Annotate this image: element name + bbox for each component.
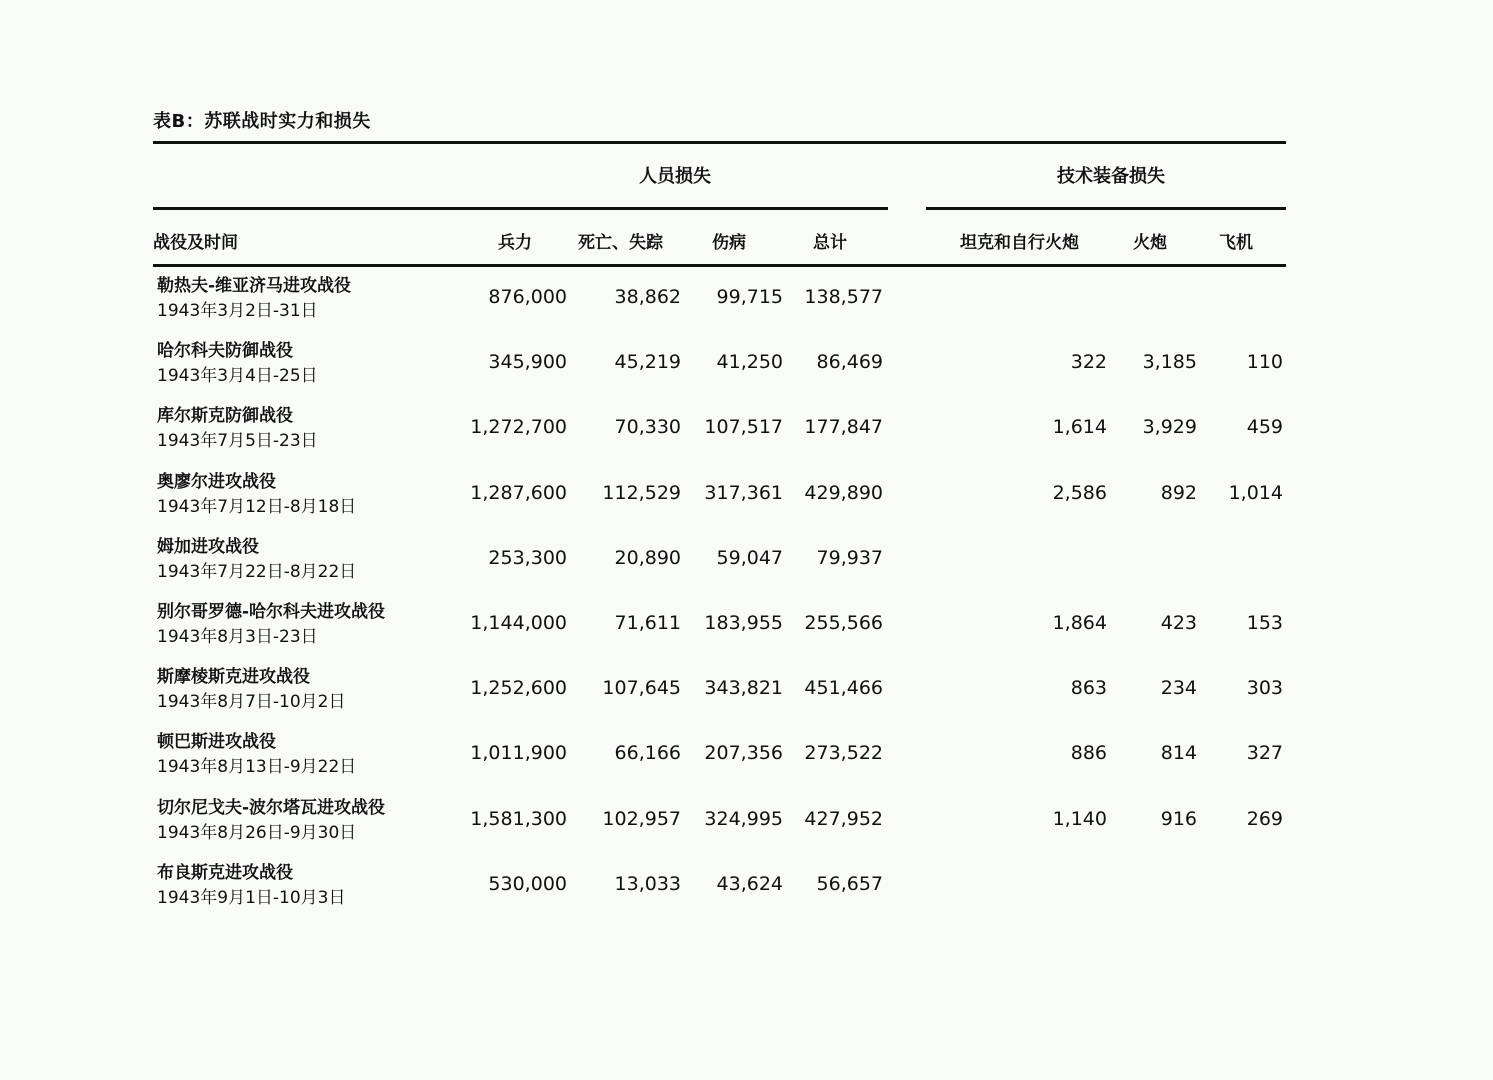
- table-row: [0, 859, 1493, 924]
- cell-total: 86,469: [816, 351, 883, 374]
- cell-guns: 916: [1160, 807, 1197, 830]
- group-header-personnel: 人员损失: [639, 166, 711, 187]
- cell-strength: 530,000: [488, 872, 567, 895]
- cell-wounded-sick: 317,361: [704, 481, 783, 504]
- cell-aircraft: 459: [1246, 416, 1283, 439]
- cell-tanks-spg: 1,140: [1052, 807, 1107, 830]
- cell-guns: 423: [1160, 611, 1197, 634]
- top-rule: [153, 141, 1286, 144]
- column-header-guns: 火炮: [1133, 233, 1167, 253]
- cell-tanks-spg: 322: [1070, 351, 1107, 374]
- table-row: [0, 794, 1493, 859]
- table-row: [0, 337, 1493, 402]
- cell-guns: 234: [1160, 677, 1197, 700]
- cell-tanks-spg: 886: [1070, 742, 1107, 765]
- campaign-dates: 1943年3月4日-25日: [157, 366, 318, 387]
- cell-tanks-spg: 863: [1070, 677, 1107, 700]
- cell-killed-missing: 112,529: [602, 481, 681, 504]
- cell-total: 255,566: [804, 611, 883, 634]
- cell-wounded-sick: 43,624: [716, 872, 783, 895]
- table-row: [0, 728, 1493, 793]
- cell-wounded-sick: 59,047: [716, 546, 783, 569]
- cell-strength: 253,300: [488, 546, 567, 569]
- cell-guns: 3,929: [1142, 416, 1197, 439]
- campaign-name: 哈尔科夫防御战役: [157, 341, 293, 362]
- cell-killed-missing: 70,330: [614, 416, 681, 439]
- cell-total: 177,847: [804, 416, 883, 439]
- campaign-dates: 1943年7月5日-23日: [157, 431, 318, 452]
- column-header-total: 总计: [813, 233, 847, 253]
- cell-killed-missing: 38,862: [614, 286, 681, 308]
- cell-tanks-spg: 2,586: [1052, 481, 1107, 504]
- cell-strength: 876,000: [488, 286, 567, 308]
- cell-strength: 1,011,900: [470, 742, 567, 765]
- cell-total: 56,657: [816, 872, 883, 895]
- cell-guns: 3,185: [1142, 351, 1197, 374]
- cell-wounded-sick: 343,821: [704, 677, 783, 700]
- cell-wounded-sick: 183,955: [704, 611, 783, 634]
- table-row: [0, 402, 1493, 467]
- cell-total: 429,890: [804, 481, 883, 504]
- cell-strength: 1,287,600: [470, 481, 567, 504]
- campaign-dates: 1943年7月12日-8月18日: [157, 496, 357, 517]
- column-header-strength: 兵力: [498, 233, 532, 253]
- cell-wounded-sick: 324,995: [704, 807, 783, 830]
- cell-total: 451,466: [804, 677, 883, 700]
- cell-wounded-sick: 207,356: [704, 742, 783, 765]
- column-header-killed-missing: 死亡、失踪: [578, 233, 663, 253]
- campaign-name: 奥廖尔进攻战役: [157, 471, 276, 492]
- campaign-dates: 1943年7月22日-8月22日: [157, 561, 357, 582]
- campaign-name: 切尔尼戈夫-波尔塔瓦进攻战役: [157, 797, 386, 818]
- cell-strength: 1,581,300: [470, 807, 567, 830]
- cell-aircraft: 303: [1246, 677, 1283, 700]
- cell-aircraft: 153: [1246, 611, 1283, 634]
- campaign-name: 姆加进攻战役: [157, 536, 259, 557]
- column-header-tanks-spg: 坦克和自行火炮: [960, 233, 1079, 253]
- cell-guns: 892: [1160, 481, 1197, 504]
- table-title: 表B：苏联战时实力和损失: [153, 111, 371, 132]
- table-row: [0, 663, 1493, 728]
- cell-total: 427,952: [804, 807, 883, 830]
- cell-tanks-spg: 1,614: [1052, 416, 1107, 439]
- personnel-group-rule: [153, 207, 888, 210]
- cell-killed-missing: 20,890: [614, 546, 681, 569]
- cell-killed-missing: 107,645: [602, 677, 681, 700]
- cell-killed-missing: 13,033: [614, 872, 681, 895]
- cell-guns: 814: [1160, 742, 1197, 765]
- campaign-dates: 1943年8月3日-23日: [157, 626, 318, 647]
- cell-aircraft: 1,014: [1228, 481, 1283, 504]
- table-row: [0, 468, 1493, 533]
- cell-strength: 1,144,000: [470, 611, 567, 634]
- campaign-dates: 1943年8月7日-10月2日: [157, 692, 346, 713]
- cell-strength: 1,272,700: [470, 416, 567, 439]
- column-header-aircraft: 飞机: [1219, 233, 1253, 253]
- table-row: [0, 272, 1493, 337]
- cell-wounded-sick: 99,715: [716, 286, 783, 308]
- group-header-equipment: 技术装备损失: [1057, 166, 1165, 187]
- cell-wounded-sick: 107,517: [704, 416, 783, 439]
- campaign-name: 顿巴斯进攻战役: [157, 732, 276, 753]
- cell-strength: 345,900: [488, 351, 567, 374]
- cell-wounded-sick: 41,250: [716, 351, 783, 374]
- campaign-dates: 1943年9月1日-10月3日: [157, 887, 346, 908]
- campaign-dates: 1943年3月2日-31日: [157, 301, 318, 321]
- campaign-name: 别尔哥罗德-哈尔科夫进攻战役: [157, 601, 386, 622]
- cell-killed-missing: 102,957: [602, 807, 681, 830]
- campaign-name: 斯摩棱斯克进攻战役: [157, 667, 310, 688]
- equipment-group-rule: [926, 207, 1286, 210]
- cell-aircraft: 327: [1246, 742, 1283, 765]
- cell-total: 138,577: [804, 286, 883, 308]
- column-header-campaign: 战役及时间: [153, 233, 238, 253]
- cell-total: 79,937: [816, 546, 883, 569]
- campaign-name: 布良斯克进攻战役: [157, 862, 293, 883]
- cell-killed-missing: 66,166: [614, 742, 681, 765]
- table-body: [0, 272, 1493, 924]
- cell-killed-missing: 71,611: [614, 611, 681, 634]
- cell-killed-missing: 45,219: [614, 351, 681, 374]
- cell-strength: 1,252,600: [470, 677, 567, 700]
- campaign-name: 勒热夫-维亚济马进攻战役: [157, 276, 352, 296]
- table-row: [0, 598, 1493, 663]
- column-header-wounded-sick: 伤病: [712, 233, 746, 253]
- table-row: [0, 533, 1493, 598]
- header-rule: [153, 264, 1286, 267]
- cell-total: 273,522: [804, 742, 883, 765]
- campaign-dates: 1943年8月13日-9月22日: [157, 757, 357, 778]
- cell-tanks-spg: 1,864: [1052, 611, 1107, 634]
- campaign-dates: 1943年8月26日-9月30日: [157, 822, 357, 843]
- cell-aircraft: 110: [1246, 351, 1283, 374]
- campaign-name: 库尔斯克防御战役: [157, 406, 293, 427]
- cell-aircraft: 269: [1246, 807, 1283, 830]
